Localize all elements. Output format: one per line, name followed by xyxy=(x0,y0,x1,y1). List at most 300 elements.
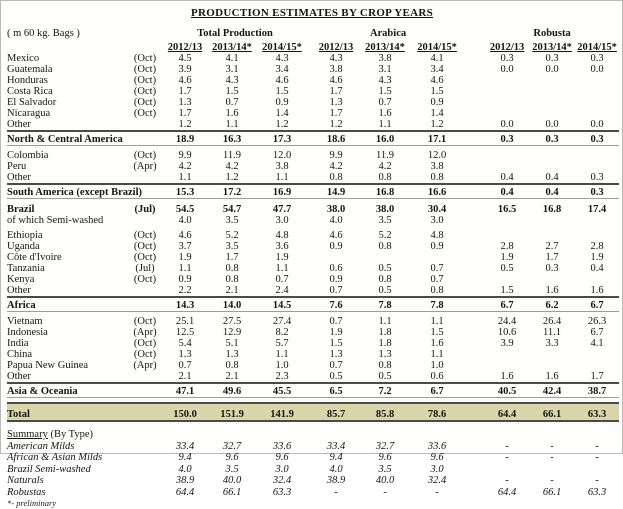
survey-month: (Oct) xyxy=(133,241,157,252)
column-gap xyxy=(463,97,485,108)
value-cell xyxy=(529,463,575,475)
footnote-row xyxy=(7,498,619,509)
value-cell: 4.6 xyxy=(329,75,343,86)
value-cell: 1.8 xyxy=(378,338,392,349)
row-label: Nicaragua xyxy=(7,108,51,119)
value-cell: 1.6 xyxy=(485,371,529,383)
value-cell xyxy=(485,463,529,475)
value-cell: 63.3 xyxy=(272,486,292,498)
year-header: 2013/14* xyxy=(212,42,252,53)
value-cell: 38.9 xyxy=(175,475,195,486)
value-cell: 4.6 xyxy=(329,230,343,241)
value-cell: 17.3 xyxy=(257,131,307,146)
value-cell: 4.8 xyxy=(275,230,289,241)
column-gap xyxy=(463,475,485,487)
value-cell: 33.6 xyxy=(427,440,447,452)
value-cell: 0.4 xyxy=(529,172,575,184)
value-cell: - xyxy=(595,475,599,486)
value-cell: 0.0 xyxy=(500,64,514,75)
value-cell: 33.6 xyxy=(272,440,292,452)
row-label: Brazil Semi-washed xyxy=(7,463,91,475)
row-label: Colombia xyxy=(7,150,49,161)
value-cell: 33.4 xyxy=(326,440,346,452)
survey-month: (Oct) xyxy=(133,64,157,75)
value-cell: 4.1 xyxy=(225,53,239,64)
value-cell: 38.9 xyxy=(326,475,346,486)
column-gap xyxy=(463,403,485,421)
value-cell: 47.7 xyxy=(272,204,292,215)
value-cell: 3.5 xyxy=(225,215,239,226)
summary-header-row xyxy=(7,426,619,440)
table-row xyxy=(7,172,619,184)
value-cell: 1.9 xyxy=(329,327,343,338)
value-cell: 0.5 xyxy=(378,263,392,274)
row-label: of which Semi-washed xyxy=(7,215,104,226)
value-cell: - xyxy=(435,486,439,498)
value-cell: 0.3 xyxy=(500,53,514,64)
value-cell: 4.2 xyxy=(178,161,192,172)
value-cell: 4.0 xyxy=(329,463,343,475)
value-cell xyxy=(529,274,575,285)
value-cell: 2.4 xyxy=(257,285,307,297)
survey-month: (Jul) xyxy=(134,204,156,215)
value-cell: 38.0 xyxy=(375,204,395,215)
value-cell xyxy=(485,75,529,86)
value-cell: 0.5 xyxy=(313,371,359,383)
table-row xyxy=(7,338,619,349)
value-cell: - xyxy=(595,440,599,452)
value-cell: 3.5 xyxy=(378,463,392,475)
value-cell: 1.1 xyxy=(257,172,307,184)
row-label: Papua New Guinea xyxy=(7,360,89,371)
value-cell: 66.1 xyxy=(222,486,242,498)
value-cell: 12.0 xyxy=(272,150,292,161)
value-cell: 2.3 xyxy=(257,371,307,383)
row-label: Guatemala xyxy=(7,64,53,75)
value-cell xyxy=(575,274,619,285)
value-cell: 1.7 xyxy=(225,252,239,263)
value-cell: 5.2 xyxy=(378,230,392,241)
value-cell: 4.2 xyxy=(225,161,239,172)
value-cell: 24.4 xyxy=(497,316,517,327)
column-gap xyxy=(463,86,485,97)
table-row xyxy=(7,203,619,215)
value-cell xyxy=(575,463,619,475)
value-cell: 3.5 xyxy=(225,463,239,475)
table-row xyxy=(7,64,619,75)
column-gap xyxy=(463,108,485,119)
value-cell xyxy=(575,150,619,161)
value-cell: 47.1 xyxy=(163,383,207,398)
summary-header: Summary (By Type) xyxy=(7,429,93,440)
survey-month: (Oct) xyxy=(133,316,157,327)
row-label: Ethiopia xyxy=(7,230,43,241)
table-row xyxy=(7,486,619,498)
value-cell: 0.4 xyxy=(485,172,529,184)
value-cell: 5.1 xyxy=(225,338,239,349)
value-cell: 0.5 xyxy=(359,285,411,297)
value-cell: 6.7 xyxy=(590,327,604,338)
value-cell: 1.2 xyxy=(257,119,307,131)
column-gap xyxy=(463,327,485,338)
value-cell: 3.9 xyxy=(178,64,192,75)
column-gap xyxy=(463,274,485,285)
group-header-row xyxy=(7,26,619,39)
value-cell: 5.4 xyxy=(178,338,192,349)
value-cell xyxy=(575,97,619,108)
value-cell: 0.6 xyxy=(411,371,463,383)
value-cell: 1.2 xyxy=(313,119,359,131)
value-cell: 3.8 xyxy=(378,53,392,64)
value-cell xyxy=(313,252,359,263)
value-cell: 18.9 xyxy=(163,131,207,146)
value-cell: 4.3 xyxy=(275,53,289,64)
table-row xyxy=(7,327,619,338)
survey-month: (Apr) xyxy=(133,161,157,172)
table-row xyxy=(7,452,619,464)
column-gap xyxy=(463,75,485,86)
row-label: Africa xyxy=(7,297,163,312)
survey-month: (Apr) xyxy=(133,327,157,338)
value-cell: 14.9 xyxy=(313,184,359,199)
value-cell: 1.3 xyxy=(329,349,343,360)
value-cell: 1.1 xyxy=(207,119,257,131)
value-cell: 49.6 xyxy=(207,383,257,398)
value-cell: 12.9 xyxy=(222,327,242,338)
value-cell: 9.4 xyxy=(178,452,192,463)
value-cell: 9.6 xyxy=(378,452,392,463)
row-label: Côte d'Ivoire xyxy=(7,252,62,263)
value-cell: 0.3 xyxy=(529,131,575,146)
value-cell: 0.5 xyxy=(500,263,514,274)
value-cell: 14.5 xyxy=(257,297,307,312)
table-row xyxy=(7,108,619,119)
value-cell: 3.3 xyxy=(545,338,559,349)
value-cell: 3.6 xyxy=(275,241,289,252)
value-cell: 1.1 xyxy=(359,119,411,131)
value-cell: 1.7 xyxy=(575,371,619,383)
value-cell: 0.9 xyxy=(329,241,343,252)
value-cell: 32.4 xyxy=(272,475,292,486)
value-cell: - xyxy=(334,486,338,498)
survey-month: (Oct) xyxy=(133,230,157,241)
value-cell: 1.1 xyxy=(163,172,207,184)
table-row xyxy=(7,97,619,108)
value-cell: 1.6 xyxy=(575,285,619,297)
value-cell xyxy=(575,215,619,226)
value-cell: 0.3 xyxy=(575,172,619,184)
value-cell: 1.2 xyxy=(411,119,463,131)
row-label: American Milds xyxy=(7,440,75,452)
value-cell: 0.8 xyxy=(378,360,392,371)
table-row xyxy=(7,349,619,360)
value-cell: 1.5 xyxy=(275,86,289,97)
row-label: Other xyxy=(7,285,163,297)
value-cell xyxy=(575,161,619,172)
value-cell: 16.3 xyxy=(207,131,257,146)
value-cell: - xyxy=(505,440,509,452)
value-cell: 6.7 xyxy=(485,297,529,312)
value-cell: 38.0 xyxy=(326,204,346,215)
value-cell xyxy=(575,86,619,97)
value-cell: 7.6 xyxy=(313,297,359,312)
value-cell: 16.8 xyxy=(542,204,562,215)
group-robusta: Robusta xyxy=(533,28,571,39)
value-cell: 0.3 xyxy=(575,184,619,199)
value-cell: 0.9 xyxy=(178,274,192,285)
value-cell: 0.7 xyxy=(430,274,444,285)
value-cell: 3.0 xyxy=(430,215,444,226)
value-cell xyxy=(485,274,529,285)
value-cell: 0.9 xyxy=(430,241,444,252)
value-cell: 1.1 xyxy=(430,316,444,327)
value-cell: 1.5 xyxy=(485,285,529,297)
value-cell: - xyxy=(505,475,509,486)
value-cell: 0.0 xyxy=(545,64,559,75)
value-cell: 3.4 xyxy=(275,64,289,75)
value-cell: 0.8 xyxy=(378,241,392,252)
value-cell: 30.4 xyxy=(427,204,447,215)
value-cell: 0.8 xyxy=(411,285,463,297)
value-cell: 42.4 xyxy=(529,383,575,398)
value-cell: 18.6 xyxy=(313,131,359,146)
value-cell: 32.7 xyxy=(222,440,242,452)
value-cell: 1.9 xyxy=(178,252,192,263)
value-cell: 0.6 xyxy=(329,263,343,274)
value-cell: 0.9 xyxy=(329,274,343,285)
value-cell: 4.6 xyxy=(178,230,192,241)
value-cell: 0.7 xyxy=(430,263,444,274)
row-label: Other xyxy=(7,119,163,131)
value-cell: 1.4 xyxy=(275,108,289,119)
table-row xyxy=(7,75,619,86)
value-cell: 3.8 xyxy=(329,64,343,75)
value-cell: 0.3 xyxy=(590,53,604,64)
value-cell: 9.9 xyxy=(329,150,343,161)
value-cell: 14.3 xyxy=(163,297,207,312)
total-row xyxy=(7,403,619,421)
column-gap xyxy=(463,349,485,360)
row-label: India xyxy=(7,338,29,349)
value-cell: 63.3 xyxy=(575,403,619,421)
value-cell: 4.3 xyxy=(225,75,239,86)
value-cell: 3.0 xyxy=(275,215,289,226)
table-row xyxy=(7,263,619,274)
value-cell: 16.0 xyxy=(359,131,411,146)
table-row xyxy=(7,360,619,371)
value-cell: 6.7 xyxy=(411,383,463,398)
column-gap xyxy=(463,172,485,184)
value-cell: 8.2 xyxy=(275,327,289,338)
value-cell: 38.7 xyxy=(575,383,619,398)
table-row xyxy=(7,475,619,487)
row-label: African & Asian Milds xyxy=(7,452,103,463)
column-gap xyxy=(463,131,485,146)
value-cell: 26.3 xyxy=(587,316,607,327)
year-header: 2014/15* xyxy=(262,42,302,53)
table-row xyxy=(7,285,619,297)
column-gap xyxy=(463,241,485,252)
row-label: Indonesia xyxy=(7,327,48,338)
value-cell: 32.4 xyxy=(427,475,447,486)
value-cell: 0.0 xyxy=(485,119,529,131)
column-gap xyxy=(463,215,485,226)
survey-month: (Oct) xyxy=(133,274,157,285)
value-cell: 1.3 xyxy=(225,349,239,360)
value-cell: 150.0 xyxy=(163,403,207,421)
value-cell: 3.0 xyxy=(430,463,444,475)
value-cell: 1.0 xyxy=(275,360,289,371)
column-gap xyxy=(463,263,485,274)
row-label: China xyxy=(7,349,33,360)
value-cell: 1.7 xyxy=(178,108,192,119)
value-cell xyxy=(485,150,529,161)
value-cell: 2.1 xyxy=(163,371,207,383)
table-row xyxy=(7,274,619,285)
column-gap xyxy=(463,203,485,215)
value-cell: 15.3 xyxy=(163,184,207,199)
row-label: Robustas xyxy=(7,486,46,498)
table-row xyxy=(7,53,619,64)
value-cell: 0.8 xyxy=(313,172,359,184)
value-cell: 5.7 xyxy=(275,338,289,349)
value-cell xyxy=(529,150,575,161)
year-header: 2012/13 xyxy=(318,42,354,53)
table-row xyxy=(7,316,619,327)
value-cell: 7.8 xyxy=(411,297,463,312)
table-row xyxy=(7,119,619,131)
table-row xyxy=(7,252,619,263)
value-cell: 63.3 xyxy=(587,486,607,498)
value-cell: 40.5 xyxy=(485,383,529,398)
value-cell: 11.9 xyxy=(223,150,242,161)
value-cell: 0.7 xyxy=(378,97,392,108)
value-cell xyxy=(575,360,619,371)
value-cell: 4.0 xyxy=(329,215,343,226)
value-cell: 1.7 xyxy=(329,86,343,97)
column-gap xyxy=(463,64,485,75)
row-label: Honduras xyxy=(7,75,48,86)
column-gap xyxy=(463,338,485,349)
column-gap xyxy=(463,360,485,371)
value-cell: 27.4 xyxy=(272,316,292,327)
value-cell: 0.7 xyxy=(225,97,239,108)
row-label: Total xyxy=(7,403,163,421)
table-row xyxy=(7,383,619,398)
column-gap xyxy=(463,440,485,452)
survey-month: (Jul) xyxy=(135,263,155,274)
value-cell: 3.5 xyxy=(378,215,392,226)
column-gap xyxy=(463,452,485,464)
value-cell xyxy=(575,108,619,119)
column-gap xyxy=(463,230,485,241)
value-cell: 1.0 xyxy=(430,360,444,371)
column-gap xyxy=(463,53,485,64)
value-cell: - xyxy=(505,452,509,463)
value-cell: 1.2 xyxy=(163,119,207,131)
value-cell: 4.6 xyxy=(430,75,444,86)
value-cell: 0.8 xyxy=(225,274,239,285)
value-cell xyxy=(529,86,575,97)
table-row xyxy=(7,161,619,172)
value-cell: - xyxy=(550,452,554,463)
value-cell: 9.9 xyxy=(178,150,192,161)
value-cell: 1.5 xyxy=(378,86,392,97)
value-cell xyxy=(529,97,575,108)
year-header: 2012/13 xyxy=(167,42,203,53)
value-cell xyxy=(485,86,529,97)
row-label: North & Central America xyxy=(7,131,163,146)
value-cell: 0.9 xyxy=(275,97,289,108)
value-cell: 1.6 xyxy=(378,108,392,119)
value-cell: 1.8 xyxy=(378,327,392,338)
value-cell: 6.5 xyxy=(313,383,359,398)
table-row xyxy=(7,184,619,199)
value-cell xyxy=(529,360,575,371)
table-row xyxy=(7,131,619,146)
value-cell: 2.8 xyxy=(590,241,604,252)
value-cell: 0.8 xyxy=(225,360,239,371)
value-cell: 0.8 xyxy=(225,263,239,274)
value-cell: 5.2 xyxy=(225,230,239,241)
value-cell xyxy=(485,97,529,108)
footnote: *- preliminary xyxy=(7,497,57,508)
value-cell xyxy=(485,230,529,241)
value-cell: 0.7 xyxy=(313,285,359,297)
value-cell: 0.7 xyxy=(178,360,192,371)
row-label: Uganda xyxy=(7,241,40,252)
table-row xyxy=(7,440,619,452)
value-cell: 3.8 xyxy=(275,161,289,172)
year-header-row xyxy=(7,39,619,53)
value-cell: 151.9 xyxy=(207,403,257,421)
table-row xyxy=(7,215,619,226)
value-cell: 0.4 xyxy=(529,184,575,199)
value-cell: 16.8 xyxy=(359,184,411,199)
value-cell: 3.9 xyxy=(500,338,514,349)
value-cell: 1.5 xyxy=(225,86,239,97)
row-label: Mexico xyxy=(7,53,40,64)
value-cell: 0.5 xyxy=(359,371,411,383)
value-cell: 0.8 xyxy=(411,172,463,184)
value-cell: 1.5 xyxy=(430,327,444,338)
column-gap xyxy=(463,297,485,312)
value-cell xyxy=(529,349,575,360)
value-cell: 32.7 xyxy=(375,440,395,452)
row-label: Tanzania xyxy=(7,263,45,274)
value-cell: 14.0 xyxy=(207,297,257,312)
table-row xyxy=(7,150,619,161)
value-cell: 9.4 xyxy=(329,452,343,463)
table-row xyxy=(7,230,619,241)
value-cell: 6.7 xyxy=(575,297,619,312)
value-cell: 4.0 xyxy=(178,215,192,226)
column-gap xyxy=(463,119,485,131)
column-gap xyxy=(463,285,485,297)
value-cell xyxy=(529,230,575,241)
value-cell: 16.6 xyxy=(411,184,463,199)
survey-month: (Oct) xyxy=(133,150,157,161)
value-cell xyxy=(411,252,463,263)
value-cell: 25.1 xyxy=(175,316,195,327)
survey-month: (Oct) xyxy=(133,75,157,86)
column-gap xyxy=(463,184,485,199)
column-gap xyxy=(463,26,485,39)
value-cell: 1.7 xyxy=(329,108,343,119)
value-cell: 2.2 xyxy=(163,285,207,297)
column-gap xyxy=(463,316,485,327)
value-cell: 66.1 xyxy=(542,486,562,498)
